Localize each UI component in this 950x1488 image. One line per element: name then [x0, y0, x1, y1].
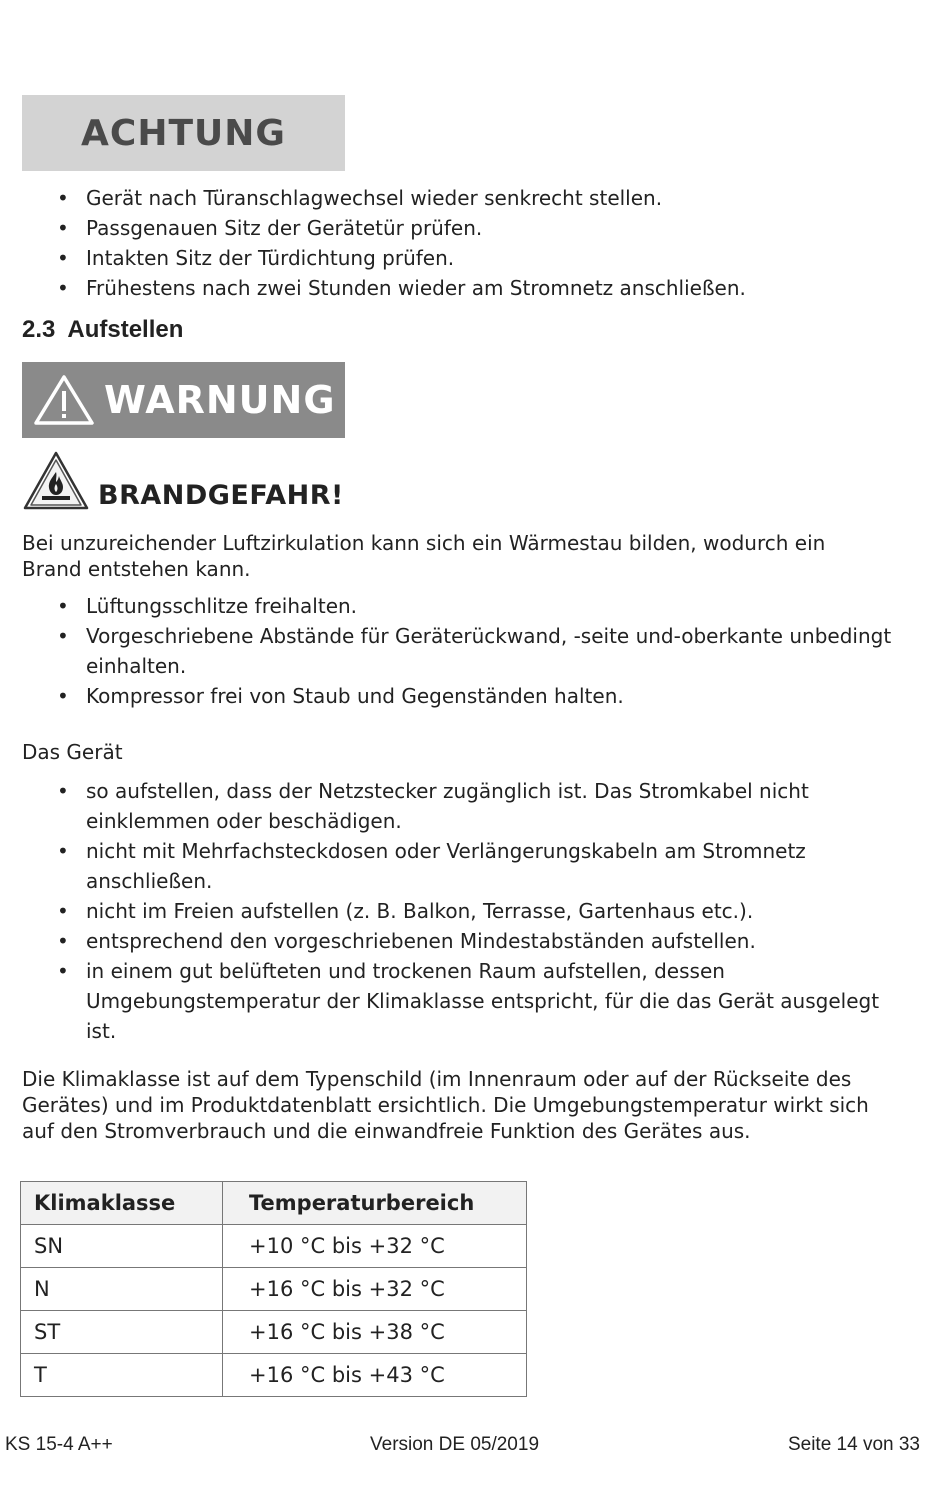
brand-title: BRANDGEFAHR! — [98, 480, 344, 511]
table-cell: +10 °C bis +32 °C — [223, 1225, 527, 1268]
table-cell: T — [21, 1354, 223, 1397]
table-cell: N — [21, 1268, 223, 1311]
list-item: • Frühestens nach zwei Stunden wieder am Stromnetz anschließen. — [22, 273, 902, 303]
table-header-row — [21, 1182, 527, 1225]
warnung-banner — [22, 362, 345, 438]
list-item: • nicht im Freien aufstellen (z. B. Balkon, Terrasse, Gartenhaus etc.). — [22, 896, 902, 926]
list-item: • Vorgeschriebene Abstände für Geräterückwand, -seite und-oberkante unbedingt einhalten. — [22, 621, 902, 681]
list-item: • in einem gut belüfteten und trockenen Raum aufstellen, dessen Umgebungstemperatur der Klimaklasse entspricht, für die das Gerät ausgelegt ist. — [22, 956, 902, 1046]
achtung-banner — [22, 95, 345, 171]
table-row — [21, 1311, 527, 1354]
table-cell: +16 °C bis +32 °C — [223, 1268, 527, 1311]
list-item: • Gerät nach Türanschlagwechsel wieder senkrecht stellen. — [22, 183, 902, 213]
column-header: Klimaklasse — [21, 1182, 223, 1225]
footer-model: KS 15-4 A++ — [5, 1434, 113, 1455]
brand-intro: Bei unzureichender Luftzirkulation kann sich ein Wärmestau bilden, wodurch ein Brand entstehen kann. — [22, 531, 826, 581]
fire-hazard-icon — [22, 450, 90, 512]
warnung-label: WARNUNG — [104, 378, 336, 422]
brand-list — [22, 591, 902, 711]
list-item: • Passgenauen Sitz der Gerätetür prüfen. — [22, 213, 902, 243]
achtung-label: ACHTUNG — [81, 112, 286, 154]
section-number: 2.3 — [22, 316, 56, 343]
device-intro: Das Gerät — [22, 740, 123, 764]
table-row — [21, 1354, 527, 1397]
footer-page-number: Seite 14 von 33 — [787, 1434, 920, 1455]
table-cell: SN — [21, 1225, 223, 1268]
list-item: • Lüftungsschlitze freihalten. — [22, 591, 902, 621]
list-item: • nicht mit Mehrfachsteckdosen oder Verlängerungskabeln am Stromnetz anschließen. — [22, 836, 902, 896]
climate-class-table — [20, 1181, 527, 1397]
table-cell: +16 °C bis +43 °C — [223, 1354, 527, 1397]
table-cell: +16 °C bis +38 °C — [223, 1311, 527, 1354]
list-item: • Kompressor frei von Staub und Gegenständen halten. — [22, 681, 902, 711]
column-header: Temperaturbereich — [223, 1182, 527, 1225]
table-row — [21, 1268, 527, 1311]
section-heading — [22, 316, 183, 344]
table-row — [21, 1225, 527, 1268]
achtung-list — [22, 183, 902, 303]
section-title: Aufstellen — [67, 316, 184, 343]
warning-triangle-icon — [32, 373, 96, 427]
list-item: • entsprechend den vorgeschriebenen Mindestabständen aufstellen. — [22, 926, 902, 956]
device-list — [22, 776, 902, 1046]
footer-version: Version DE 05/2019 — [370, 1434, 540, 1455]
climate-paragraph: Die Klimaklasse ist auf dem Typenschild (im Innenraum oder auf der Rückseite des Gerätes) und im Produktdatenblatt ersichtlich. Die Umgebungstemperatur wirkt sich auf den Stromverbrauch und die einwandfreie Funktion des Gerätes aus. — [22, 1067, 869, 1143]
list-item: • Intakten Sitz der Türdichtung prüfen. — [22, 243, 902, 273]
table-cell: ST — [21, 1311, 223, 1354]
list-item: • so aufstellen, dass der Netzstecker zugänglich ist. Das Stromkabel nicht einklemmen oder beschädigen. — [22, 776, 902, 836]
